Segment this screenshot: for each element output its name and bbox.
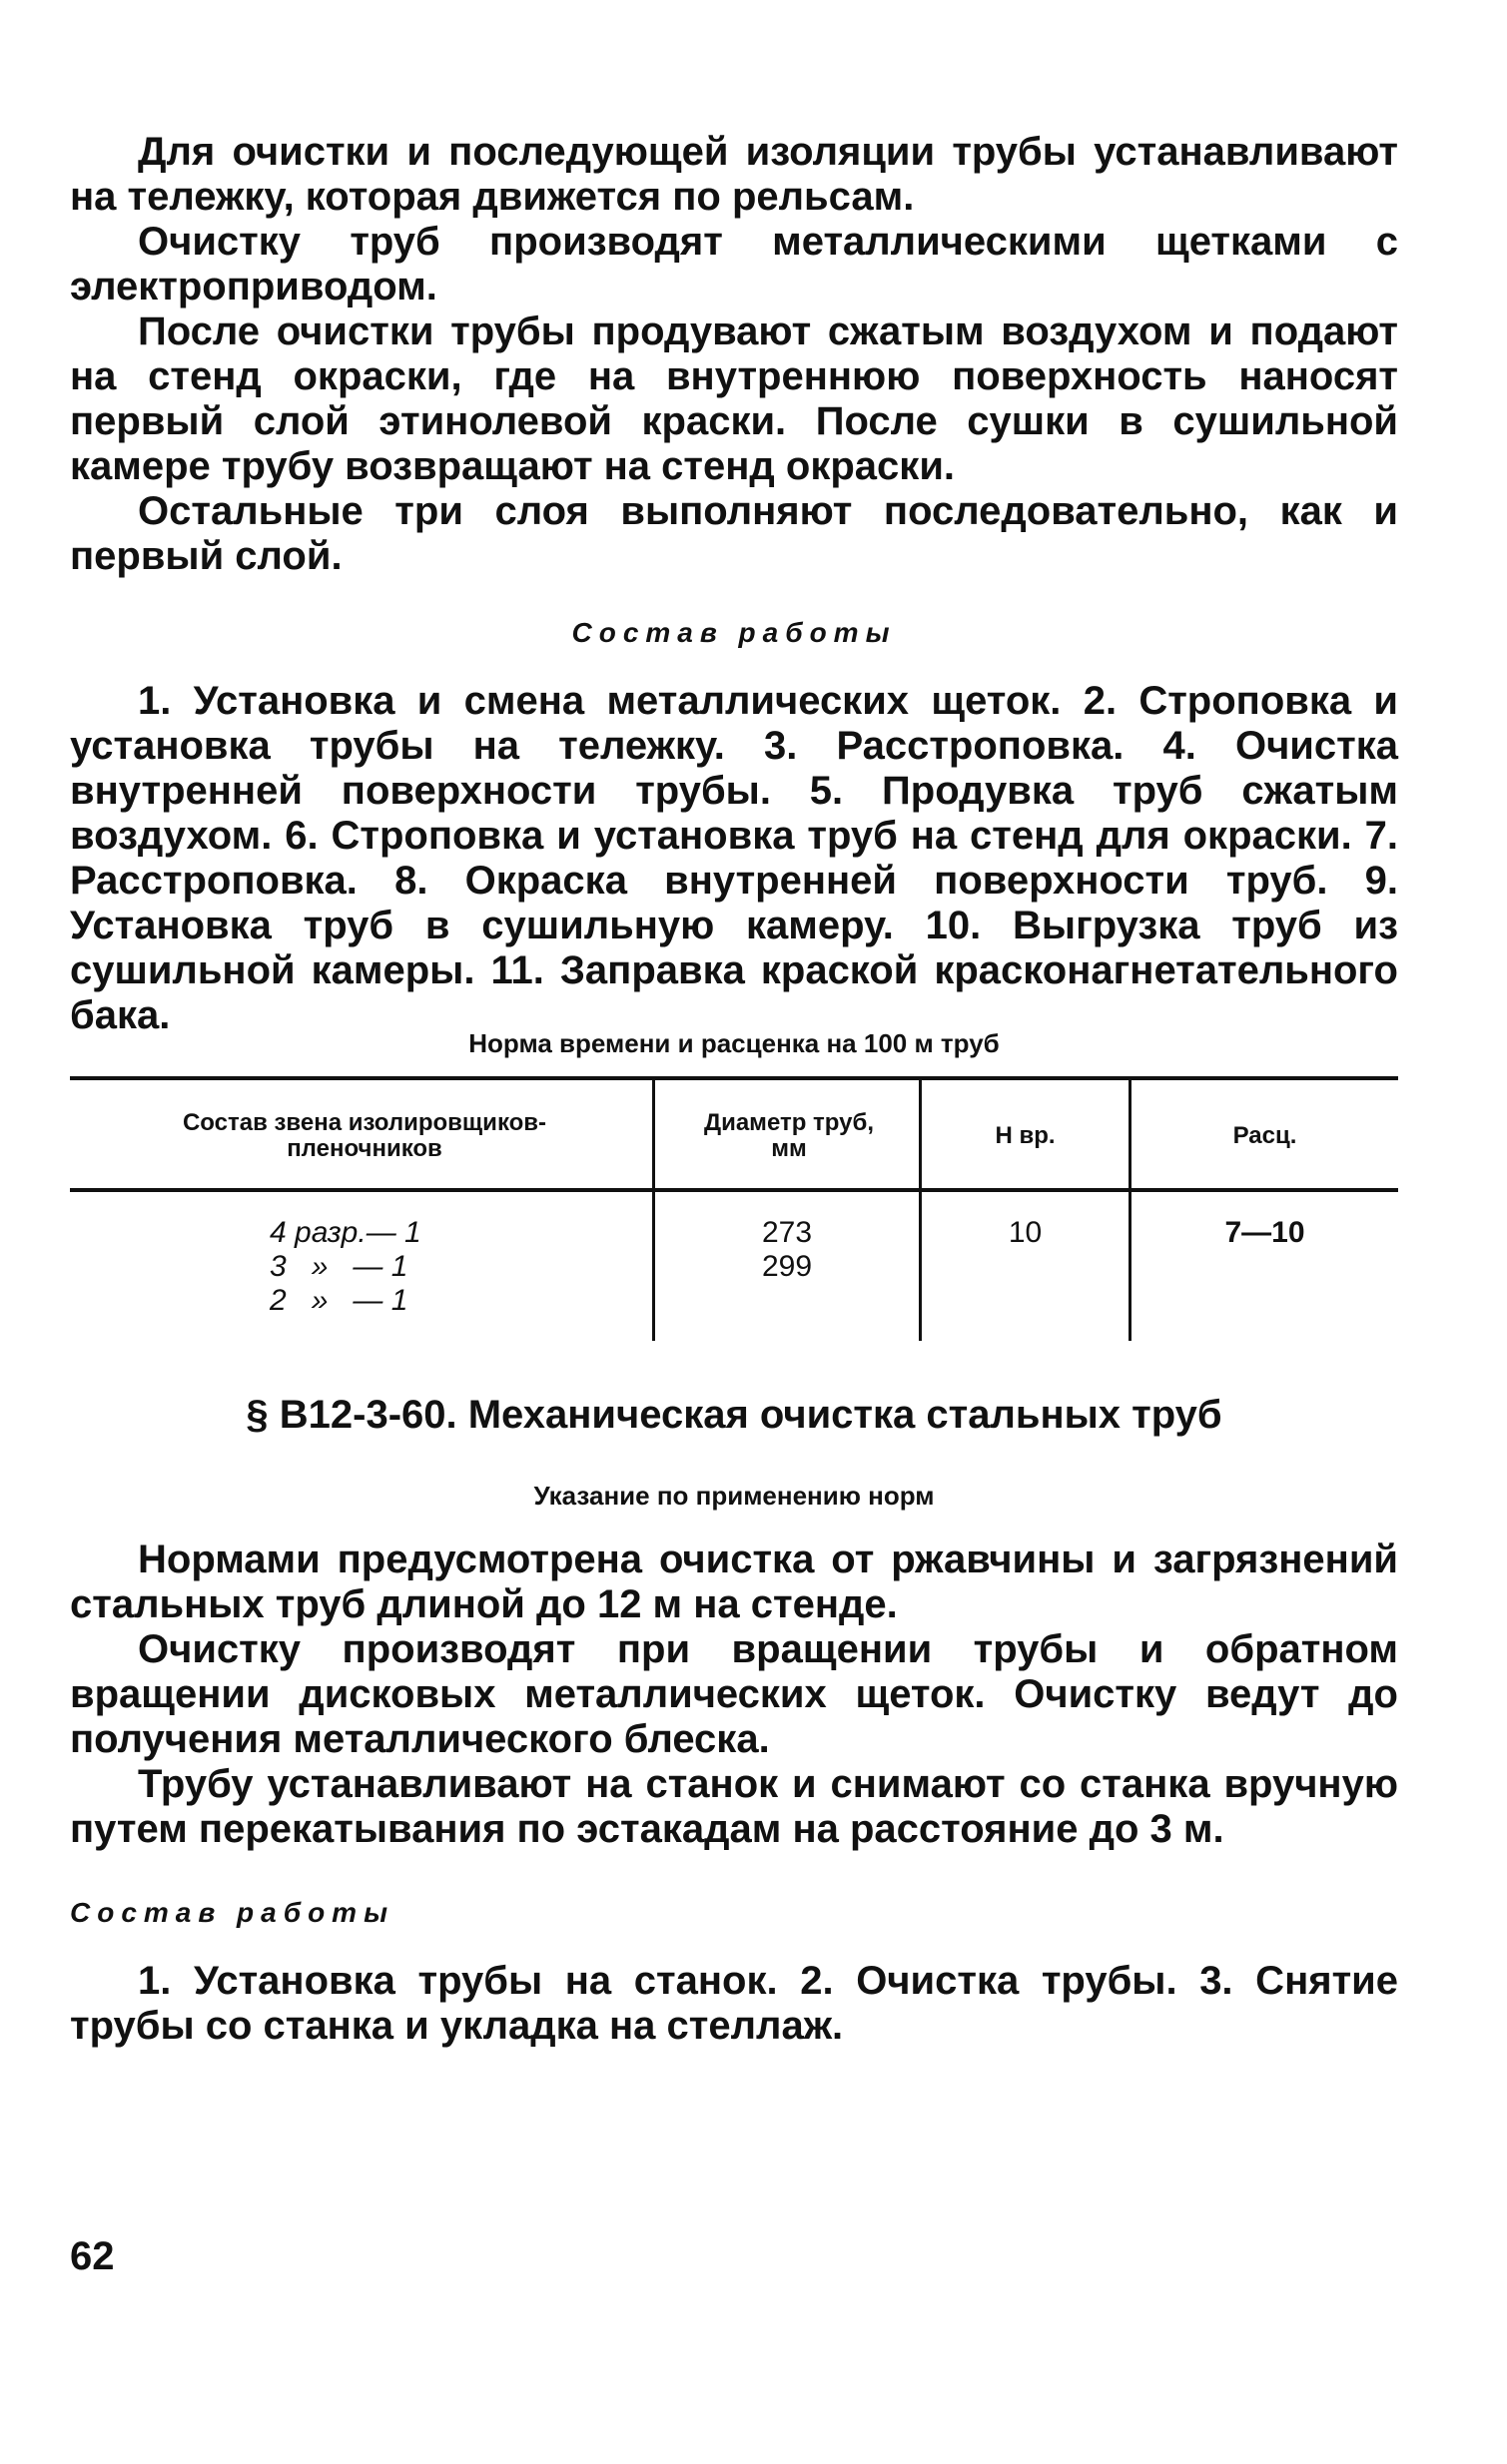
work-composition-paragraph-2: 1. Установка трубы на станок. 2. Очистка трубы. 3. Снятие трубы со станка и укладка на стеллаж. <box>70 1959 1398 2048</box>
header-crew: Состав звена изолировщиков-пленочников <box>182 1109 547 1162</box>
header-diameter: Диаметр труб, мм <box>703 1109 874 1162</box>
work-composition-paragraph-1: 1. Установка и смена металлических щеток. 2. Строповка и установка трубы на тележку. 3. Расстроповка. 4. Очистка внутренней поверхности трубы. 5. Продувка труб сжатым воздухом. 6. Строповка и установка труб на стенд для окраски. 7. Расстроповка. 8. Окраска внутренней поверхности труб. 9. Установка труб в сушильную камеру. 10. Выгрузка труб из сушильной камеры. 11. Заправка краской красконагнетательного бака. <box>70 679 1398 1037</box>
table-top-rule <box>70 1076 1398 1080</box>
section-paragraph-1: Нормами предусмотрена очистка от ржавчины и загрязнений стальных труб длиной до 12 м на стенде. <box>70 1538 1398 1626</box>
section-paragraph-2: Очистку производят при вращении трубы и обратном вращении дисковых металлических щеток. Очистку ведут до получения металлического блеска. <box>70 1627 1398 1761</box>
diameter-cell <box>655 1216 919 1284</box>
intro-paragraph-1: Для очистки и последующей изоляции трубы устанавливают на тележку, которая движется по рельсам. <box>70 130 1398 219</box>
intro-paragraph-3: После очистки трубы продувают сжатым воздухом и подают на стенд окраски, где на внутреннюю поверхность наносят первый слой этинолевой краски. После сушки в сушильной камере трубу возвращают на стенд окраски. <box>70 309 1398 488</box>
work-composition-heading-2: Состав работы <box>70 1897 394 1928</box>
norm-table <box>70 1076 1398 1341</box>
header-norm-time: Н вр. <box>995 1122 1056 1149</box>
diameter-value: 299 <box>761 1250 813 1283</box>
crew-row: 3 » — 1 <box>270 1250 408 1283</box>
work-composition-text-2 <box>70 1959 1398 2049</box>
section-text <box>70 1538 1398 1852</box>
intro-paragraph-2: Очистку труб производят металлическими щетками с электроприводом. <box>70 220 1398 308</box>
section-paragraph-3: Трубу устанавливают на станок и снимают со станка вручную путем перекатывания по эстакадам на расстояние до 3 м. <box>70 1762 1398 1851</box>
section-title: § В12-3-60. Механическая очистка стальных труб <box>246 1393 1222 1437</box>
work-composition-text-1 <box>70 679 1398 1038</box>
crew-row: 4 разр.— 1 <box>270 1216 421 1249</box>
crew-composition-cell <box>270 1216 421 1318</box>
table-column-divider <box>652 1076 655 1341</box>
intro-paragraph-4: Остальные три слоя выполняют последовательно, как и первый слой. <box>70 489 1398 578</box>
norm-time-cell: 10 <box>1008 1216 1043 1249</box>
diameter-value: 273 <box>761 1216 813 1249</box>
table-header-rule <box>70 1188 1398 1192</box>
crew-row: 2 » — 1 <box>270 1284 408 1317</box>
rate-cell: 7—10 <box>1224 1216 1305 1249</box>
intro-text <box>70 130 1398 579</box>
page-number: 62 <box>70 2234 115 2278</box>
work-composition-heading-1: Состав работы <box>571 617 897 648</box>
section-subheading: Указание по применению норм <box>533 1481 935 1511</box>
header-rate: Расц. <box>1232 1122 1297 1149</box>
norm-table-title: Норма времени и расценка на 100 м труб <box>468 1028 1000 1058</box>
